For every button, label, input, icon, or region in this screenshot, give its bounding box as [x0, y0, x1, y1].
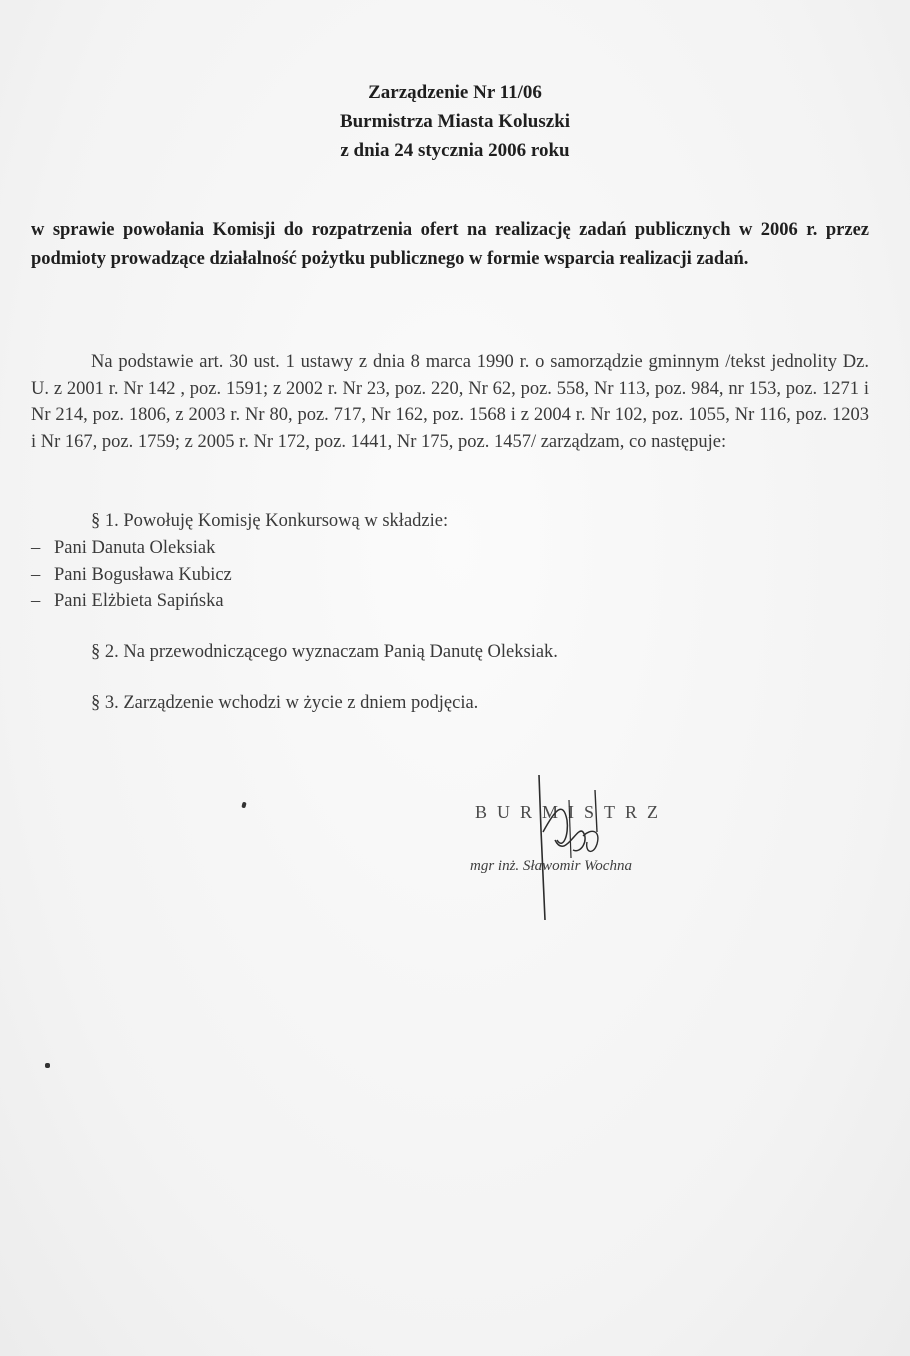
stamp-name: mgr inż. Sławomir Wochna: [470, 858, 632, 874]
list-item: – Pani Elżbieta Sapińska: [31, 588, 232, 615]
ink-speck: [45, 1063, 50, 1068]
legal-basis: Na podstawie art. 30 ust. 1 ustawy z dnia 8 marca 1990 r. o samorządzie gminnym /tekst jednolity Dz. U. z 2001 r. Nr 142 , poz. 1591; z 2002 r. Nr 23, poz. 220, Nr 62, poz. 558, Nr 113, poz. 984, nr 153, poz. 1271 i Nr 214, poz. 1806, z 2003 r. Nr 80, poz. 717, Nr 162, poz. 1568 i z 2004 r. Nr 102, poz. 1055, Nr 116, poz. 1203 i Nr 167, poz. 1759; z 2005 r. Nr 172, poz. 1441, Nr 175, poz. 1457/ zarządzam, co następuje:: [31, 352, 869, 452]
issue-date: z dnia 24 stycznia 2006 roku: [340, 140, 570, 161]
list-item: – Pani Danuta Oleksiak: [31, 535, 232, 562]
paragraph-3: § 3. Zarządzenie wchodzi w życie z dniem podjęcia.: [91, 693, 479, 713]
ink-speck: [241, 802, 246, 809]
order-subject: w sprawie powołania Komisji do rozpatrzenia ofert na realizację zadań publicznych w 2006 r. przez podmioty prowadzące działalność pożytku publicznego w formie wsparcia realizacji zadań.: [31, 220, 869, 269]
issuer: Burmistrza Miasta Koluszki: [339, 111, 571, 132]
order-number: Zarządzenie Nr 11/06: [368, 82, 542, 103]
paragraph-2: § 2. Na przewodniczącego wyznaczam Panią Danutę Oleksiak.: [91, 642, 558, 662]
handwritten-signature: [505, 770, 625, 930]
document-header: [0, 78, 910, 165]
paragraph-1: § 1. Powołuję Komisję Konkursową w składzie:: [91, 511, 449, 531]
stamp-title: BURMISTRZ: [475, 802, 669, 822]
list-item: – Pani Bogusława Kubicz: [31, 562, 232, 589]
committee-member-list: [31, 535, 232, 615]
